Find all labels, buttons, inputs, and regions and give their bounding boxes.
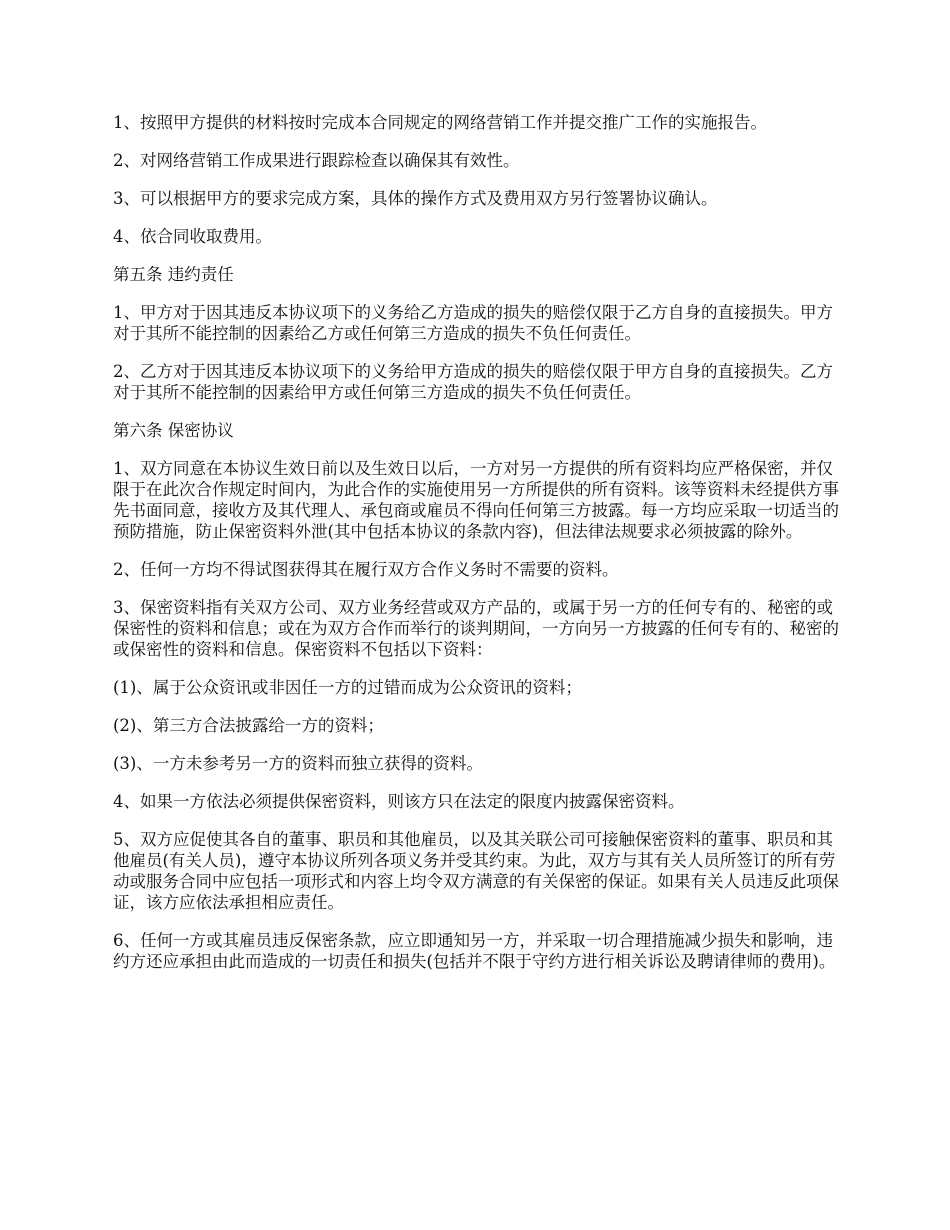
section-heading: 第六条 保密协议 <box>113 421 234 440</box>
paragraph: 3、保密资料指有关双方公司、双方业务经营或双方产品的，或属于另一方的任何专有的、秘密的或保密性的资料和信息；或在为双方合作而举行的谈判期间，一方向另一方披露的任何专有的、秘密的或保密性的资料和信息。保密资料不包括以下资料： <box>113 598 839 659</box>
paragraph: 3、可以根据甲方的要求完成方案，具体的操作方式及费用双方另行签署协议确认。 <box>113 189 718 208</box>
paragraph: 4、如果一方依法必须提供保密资料，则该方只在法定的限度内披露保密资料。 <box>113 792 685 811</box>
paragraph: (1)、属于公众资讯或非因任一方的过错而成为公众资讯的资料； <box>113 678 582 697</box>
paragraph: 4、依合同收取费用。 <box>113 227 272 246</box>
paragraph: 2、乙方对于因其违反本协议项下的义务给甲方造成的损失的赔偿仅限于甲方自身的直接损失。乙方对于其所不能控制的因素给甲方或任何第三方造成的损失不负任何责任。 <box>113 362 833 402</box>
section-heading: 第五条 违约责任 <box>113 265 234 284</box>
paragraph: 2、任何一方均不得试图获得其在履行双方合作义务时不需要的资料。 <box>113 560 619 579</box>
document-body <box>113 112 843 989</box>
paragraph: (2)、第三方合法披露给一方的资料； <box>113 716 384 735</box>
paragraph: 1、按照甲方提供的材料按时完成本合同规定的网络营销工作并提交推广工作的实施报告。 <box>113 113 767 132</box>
paragraph: 1、甲方对于因其违反本协议项下的义务给乙方造成的损失的赔偿仅限于乙方自身的直接损失。甲方对于其所不能控制的因素给乙方或任何第三方造成的损失不负任何责任。 <box>113 303 833 343</box>
paragraph: (3)、一方未参考另一方的资料而独立获得的资料。 <box>113 754 483 773</box>
paragraph: 6、任何一方或其雇员违反保密条款，应立即通知另一方，并采取一切合理措施减少损失和影响，违约方还应承担由此而造成的一切责任和损失(包括并不限于守约方进行相关诉讼及聘请律师的费用)。 <box>113 931 836 971</box>
paragraph: 2、对网络营销工作成果进行跟踪检查以确保其有效性。 <box>113 151 520 170</box>
paragraph: 1、双方同意在本协议生效日前以及生效日以后，一方对另一方提供的所有资料均应严格保密，并仅限于在此次合作规定时间内，为此合作的实施使用另一方所提供的所有资料。该等资料未经提供方事先书面同意，接收方及其代理人、承包商或雇员不得向任何第三方披露。每一方均应采取一切适当的预防措施，防止保密资料外泄(其中包括本协议的条款内容)，但法律法规要求必须披露的除外。 <box>113 459 839 541</box>
paragraph: 5、双方应促使其各自的董事、职员和其他雇员，以及其关联公司可接触保密资料的董事、职员和其他雇员(有关人员)，遵守本协议所列各项义务并受其约束。为此，双方与其有关人员所签订的所有劳动或服务合同中应包括一项形式和内容上均令双方满意的有关保密的保证。如果有关人员违反此项保证，该方应依法承担相应责任。 <box>113 830 839 912</box>
